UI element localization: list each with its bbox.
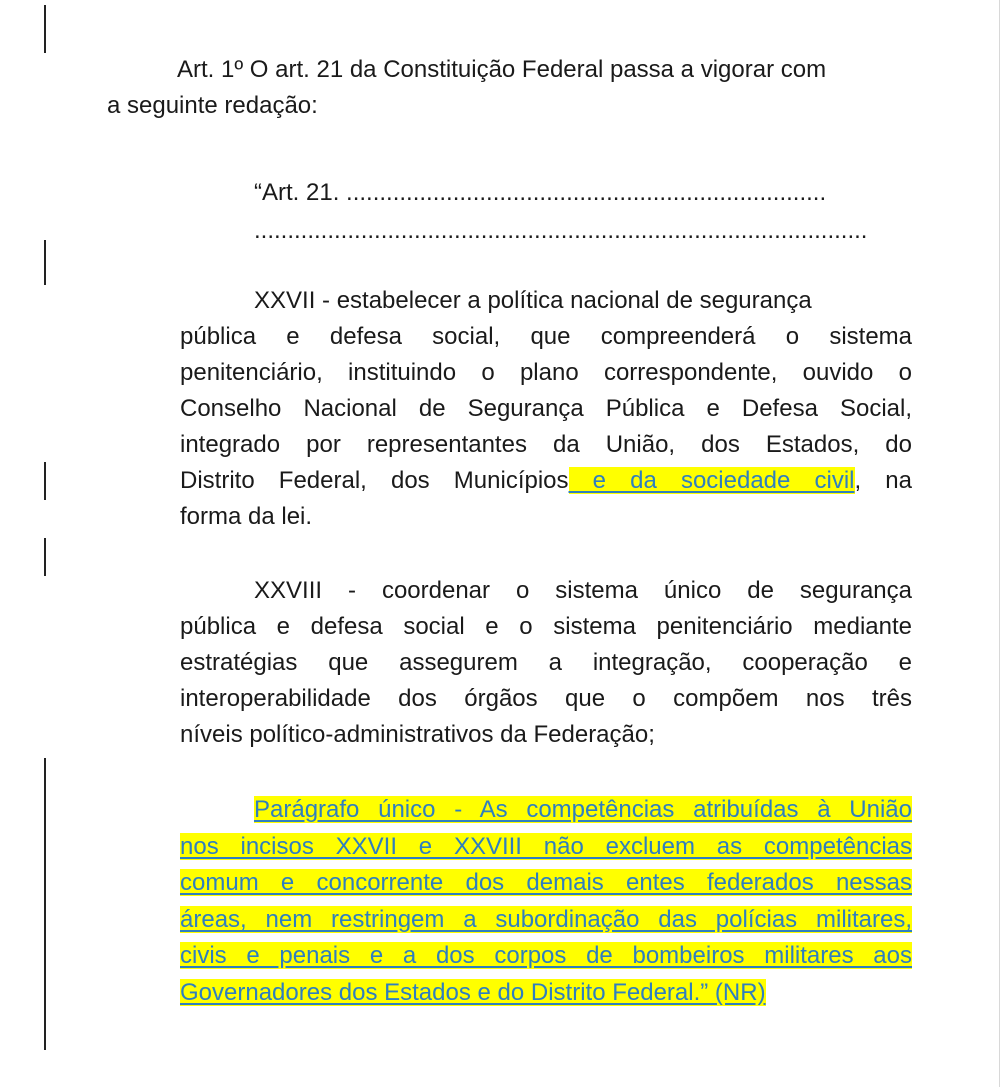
paragrafo-text-5: civis e penais e a dos corpos de bombeiros militares aos <box>180 942 912 969</box>
xxvii-line-2: pública e defesa social, que compreenderá o sistema <box>180 323 912 350</box>
xxvii-line-6 <box>180 463 912 499</box>
xxviii-line-1: XXVIII - coordenar o sistema único de segurança <box>254 577 912 604</box>
change-bar <box>44 5 46 53</box>
paragrafo-text-6: Governadores dos Estados e do Distrito Federal.” (NR) <box>180 979 766 1006</box>
xxviii-line-2: pública e defesa social e o sistema penitenciário mediante <box>180 613 912 640</box>
change-bar <box>44 758 46 1050</box>
change-bar <box>44 240 46 285</box>
intro-line-1: Art. 1º O art. 21 da Constituição Federal passa a vigorar com <box>177 56 827 83</box>
xxvii-line-6-before: Distrito Federal, dos Municípios <box>180 467 569 494</box>
intro-line-2: a seguinte redação: <box>107 92 318 119</box>
xxviii-line-5: níveis político-administrativos da Federação; <box>180 721 655 748</box>
xxvii-line-1: XXVII - estabelecer a política nacional de segurança <box>254 287 812 314</box>
inserted-text-sociedade-civil: e da sociedade civil <box>568 467 855 494</box>
paragrafo-text-3: comum e concorrente dos demais entes federados nessas <box>180 869 912 896</box>
change-bar <box>44 538 46 576</box>
paragrafo-text-2: nos incisos XXVII e XXVIII não excluem as competências <box>180 833 912 860</box>
paragrafo-line-1 <box>254 792 912 828</box>
paragrafo-line-5 <box>180 938 912 974</box>
paragrafo-line-3 <box>180 865 912 901</box>
xxviii-line-3: estratégias que assegurem a integração, cooperação e <box>180 649 912 676</box>
xxvii-line-3: penitenciário, instituindo o plano correspondente, ouvido o <box>180 359 912 386</box>
quote-line-2: ............................................................................................ <box>254 217 868 244</box>
paragrafo-text-4: áreas, nem restringem a subordinação das polícias militares, <box>180 906 912 933</box>
xxvii-line-6-after: , na <box>854 467 912 494</box>
quote-line-1: “Art. 21. ........................................................................ <box>254 179 827 206</box>
paragrafo-line-4 <box>180 902 912 938</box>
xxviii-line-4: interoperabilidade dos órgãos que o compõem nos três <box>180 685 912 712</box>
xxvii-line-7: forma da lei. <box>180 503 313 530</box>
paragrafo-line-2 <box>180 829 912 865</box>
xxvii-line-4: Conselho Nacional de Segurança Pública e Defesa Social, <box>180 395 912 422</box>
change-bar <box>44 462 46 500</box>
paragrafo-text-1: Parágrafo único - As competências atribuídas à União <box>254 796 912 823</box>
xxvii-line-5: integrado por representantes da União, dos Estados, do <box>180 431 912 458</box>
paragrafo-line-6 <box>180 975 766 1011</box>
